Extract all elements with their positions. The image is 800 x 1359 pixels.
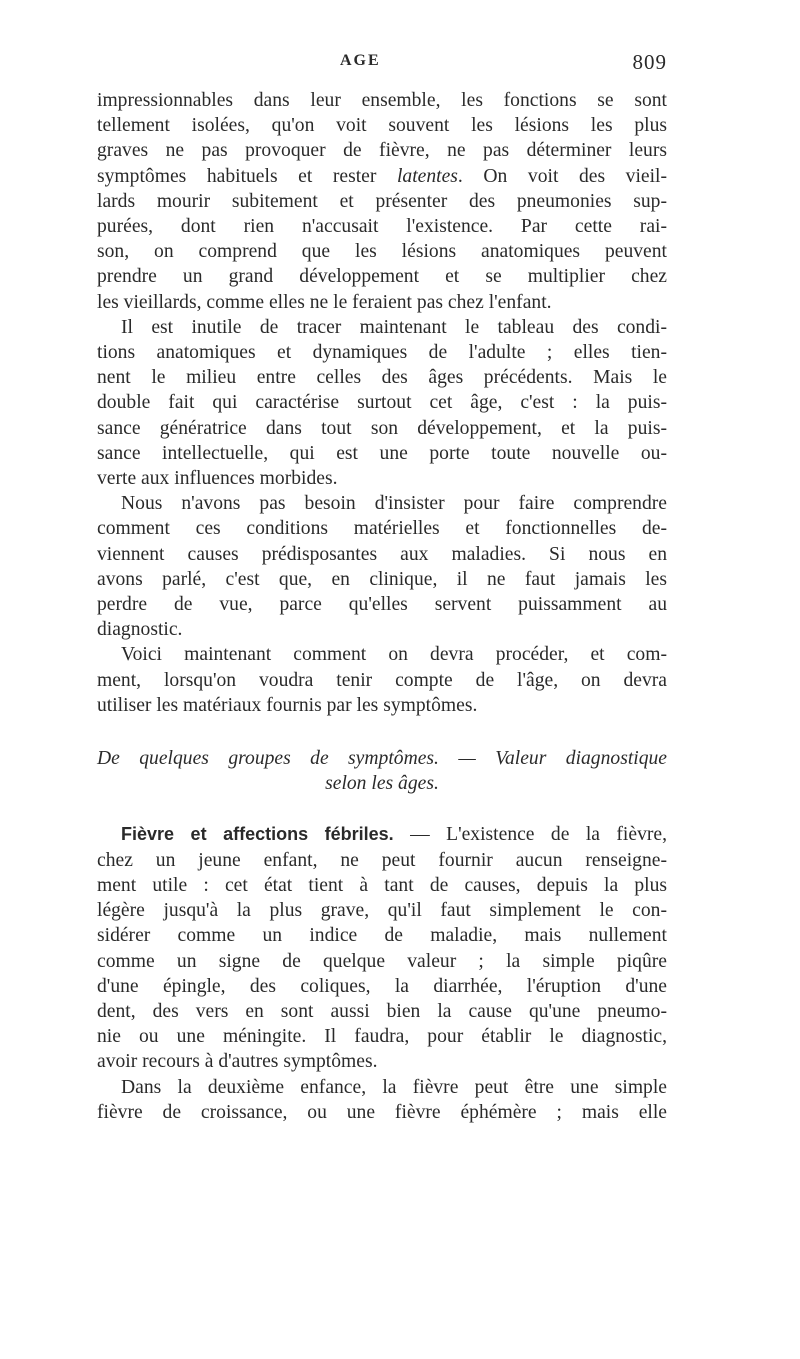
text-line: nie ou une méningite. Il faudra, pour établir le diagnostic, (97, 1026, 667, 1048)
text-line: comment ces conditions matérielles et fonctionnelles de- (97, 518, 667, 540)
paragraph-3 (97, 491, 667, 642)
text-line: prendre un grand développement et se multiplier chez (97, 266, 667, 288)
text-line: légère jusqu'à la plus grave, qu'il faut simplement le con- (97, 900, 667, 922)
text-line: Voici maintenant comment on devra procéder, et com- (121, 644, 667, 666)
text-line: dent, des vers en sont aussi bien la cause qu'une pneumo- (97, 1000, 667, 1022)
text-line: nent le milieu entre celles des âges précédents. Mais le (97, 367, 667, 389)
text-line: verte aux influences morbides. (97, 468, 338, 490)
text-line: chez un jeune enfant, ne peut fournir aucun renseigne- (97, 849, 667, 871)
text-line: Nous n'avons pas besoin d'insister pour faire comprendre (121, 493, 667, 515)
text-line: tellement isolées, qu'on voit souvent les lésions les plus (97, 115, 667, 137)
page-number: 809 (632, 50, 667, 74)
text-line: impressionnables dans leur ensemble, les fonctions se sont (97, 90, 667, 111)
text-line (97, 822, 667, 847)
text-line: utiliser les matériaux fournis par les symptômes. (97, 694, 478, 716)
text-line: Dans la deuxième enfance, la fièvre peut être une simple (121, 1076, 667, 1098)
text-line: double fait qui caractérise surtout cet âge, c'est : la puis- (97, 392, 667, 414)
italic-term: latentes (396, 165, 458, 187)
text-line: d'une épingle, des coliques, la diarrhée, l'éruption d'une (97, 975, 667, 997)
text-line: sidérer comme un indice de maladie, mais nullement (97, 925, 667, 947)
running-title: AGE (340, 52, 381, 69)
text-line: ment utile : cet état tient à tant de causes, depuis la plus (97, 874, 667, 896)
running-head (97, 52, 667, 88)
text-line: Il est inutile de tracer maintenant le tableau des condi- (121, 316, 667, 338)
text-line: avoir recours à d'autres symptômes. (97, 1051, 378, 1073)
text-line: ment, lorsqu'on voudra tenir compte de l'âge, on devra (97, 669, 667, 691)
text-line: viennent causes prédisposantes aux maladies. Si nous en (97, 543, 667, 565)
text-line: sance intellectuelle, qui est une porte toute nouvelle ou- (97, 442, 667, 464)
text-line: les vieillards, comme elles ne le feraient pas chez l'enfant. (97, 291, 552, 313)
paragraph-6 (97, 1075, 667, 1125)
run-in-heading: Fièvre et affections fébriles. (121, 824, 394, 845)
paragraph-1 (97, 88, 667, 315)
text-line: diagnostic. (97, 619, 183, 641)
book-page (97, 52, 667, 1125)
text-line: purées, dont rien n'accusait l'existence. Par cette rai- (97, 216, 667, 238)
paragraph-4 (97, 642, 667, 718)
text-run: . On voit des vieil- (457, 165, 667, 187)
section-heading (97, 746, 667, 796)
text-line (97, 164, 667, 189)
text-run: symptômes habituels et rester (97, 165, 397, 187)
paragraph-5 (97, 822, 667, 1074)
text-line: comme un signe de quelque valeur ; la simple piqûre (97, 950, 667, 972)
section-heading-line: selon les âges. (325, 773, 439, 795)
text-line: lards mourir subitement et présenter des pneumonies sup- (97, 190, 667, 212)
text-line: perdre de vue, parce qu'elles servent puissamment au (97, 594, 667, 616)
text-line: avons parlé, c'est que, en clinique, il ne faut jamais les (97, 568, 667, 590)
paragraph-2 (97, 315, 667, 491)
text-line: graves ne pas provoquer de fièvre, ne pas déterminer leurs (97, 140, 667, 162)
text-line: tions anatomiques et dynamiques de l'adulte ; elles tien- (97, 342, 667, 364)
text-run: — L'existence de la fièvre, (393, 824, 667, 846)
text-line: fièvre de croissance, ou une fièvre éphémère ; mais elle (97, 1101, 667, 1123)
section-heading-line: De quelques groupes de symptômes. — Valeur diagnostique (97, 748, 667, 770)
text-line: son, on comprend que les lésions anatomiques peuvent (97, 241, 667, 263)
text-line: sance génératrice dans tout son développement, et la puis- (97, 417, 667, 439)
